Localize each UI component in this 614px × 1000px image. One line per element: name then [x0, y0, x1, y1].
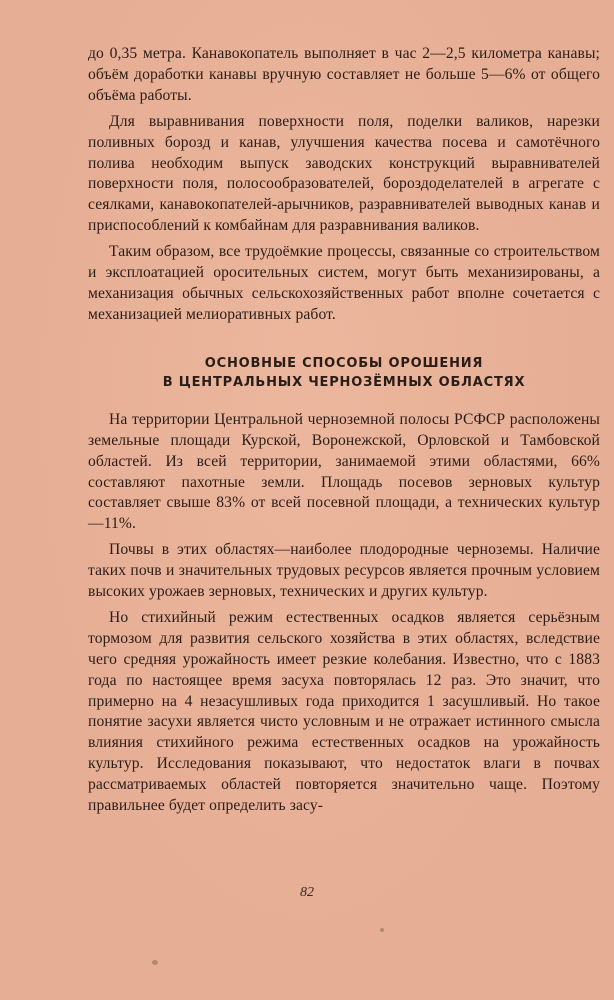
paper-speck: [380, 928, 384, 932]
paper-speck: [152, 960, 158, 965]
paragraph-territory: На территории Центральной черноземной полосы РСФСР расположены земельные площади Курской, Воронежской, Орловской и Тамбовской областей. Из всей территории, занимаемой этими областями, 66% составляют пахотные земли. Площадь посевов зерновых культур составляет свыше 83% от всей посевной площади, а технических культур—11%.: [88, 410, 600, 533]
paragraph-precipitation: Но стихийный режим естественных осадков является серьёзным тормозом для развития сельского хозяйства в этих областях, вследствие чего средняя урожайность имеет резкие колебания. Известно, что с 1883 года по настоящее время засуха повторялась 12 раз. Это значит, что примерно на 4 незасушливых года приходится 1 засушливый. Но такое понятие засухи является чисто условным и не отражает истинного смысла влияния стихийного режима естественных осадков на урожайность культур. Исследования показывают, что недостаток влаги в почвах рассматриваемых областей повторяется значительно чаще. Поэтому правильнее будет определить засу-: [88, 608, 600, 815]
paragraph-mechanization-summary: Таким образом, все трудоёмкие процессы, связанные со строительством и эксплоатацией оросительных систем, могут быть механизированы, а механизация обычных сельскохозяйственных работ вполне сочетается с механизацией мелиоративных работ.: [88, 243, 600, 323]
paragraph-continuation: до 0,35 метра. Канавокопатель выполняет в час 2—2,5 километра канавы; объём доработки канавы вручную составляет не больше 5—6% от общего объёма работы.: [88, 45, 600, 104]
paragraph-soils: Почвы в этих областях—наиболее плодородные черноземы. Наличие таких почв и значительных трудовых ресурсов является прочным условием высоких урожаев зерновых, технических и других культур.: [88, 541, 600, 601]
page-number: 82: [300, 885, 314, 900]
text-column: [88, 44, 600, 817]
section-heading: [88, 354, 600, 392]
section-heading-line-2: В ЦЕНТРАЛЬНЫХ ЧЕРНОЗЁМНЫХ ОБЛАСТЯХ: [162, 374, 526, 390]
paragraph-surface-leveling: Для выравнивания поверхности поля, поделки валиков, нарезки поливных борозд и канав, улучшения качества посева и самотёчного полива необходим выпуск заводских конструкций выравнивателей поверхности поля, полосообразователей, бороздоделателей в агрегате с сеялками, канавокопателей-арычников, разравнивателей выводных канав и приспособлений к комбайнам для разравнивания валиков.: [88, 112, 600, 235]
section-heading-line-1: ОСНОВНЫЕ СПОСОБЫ ОРОШЕНИЯ: [204, 355, 484, 371]
